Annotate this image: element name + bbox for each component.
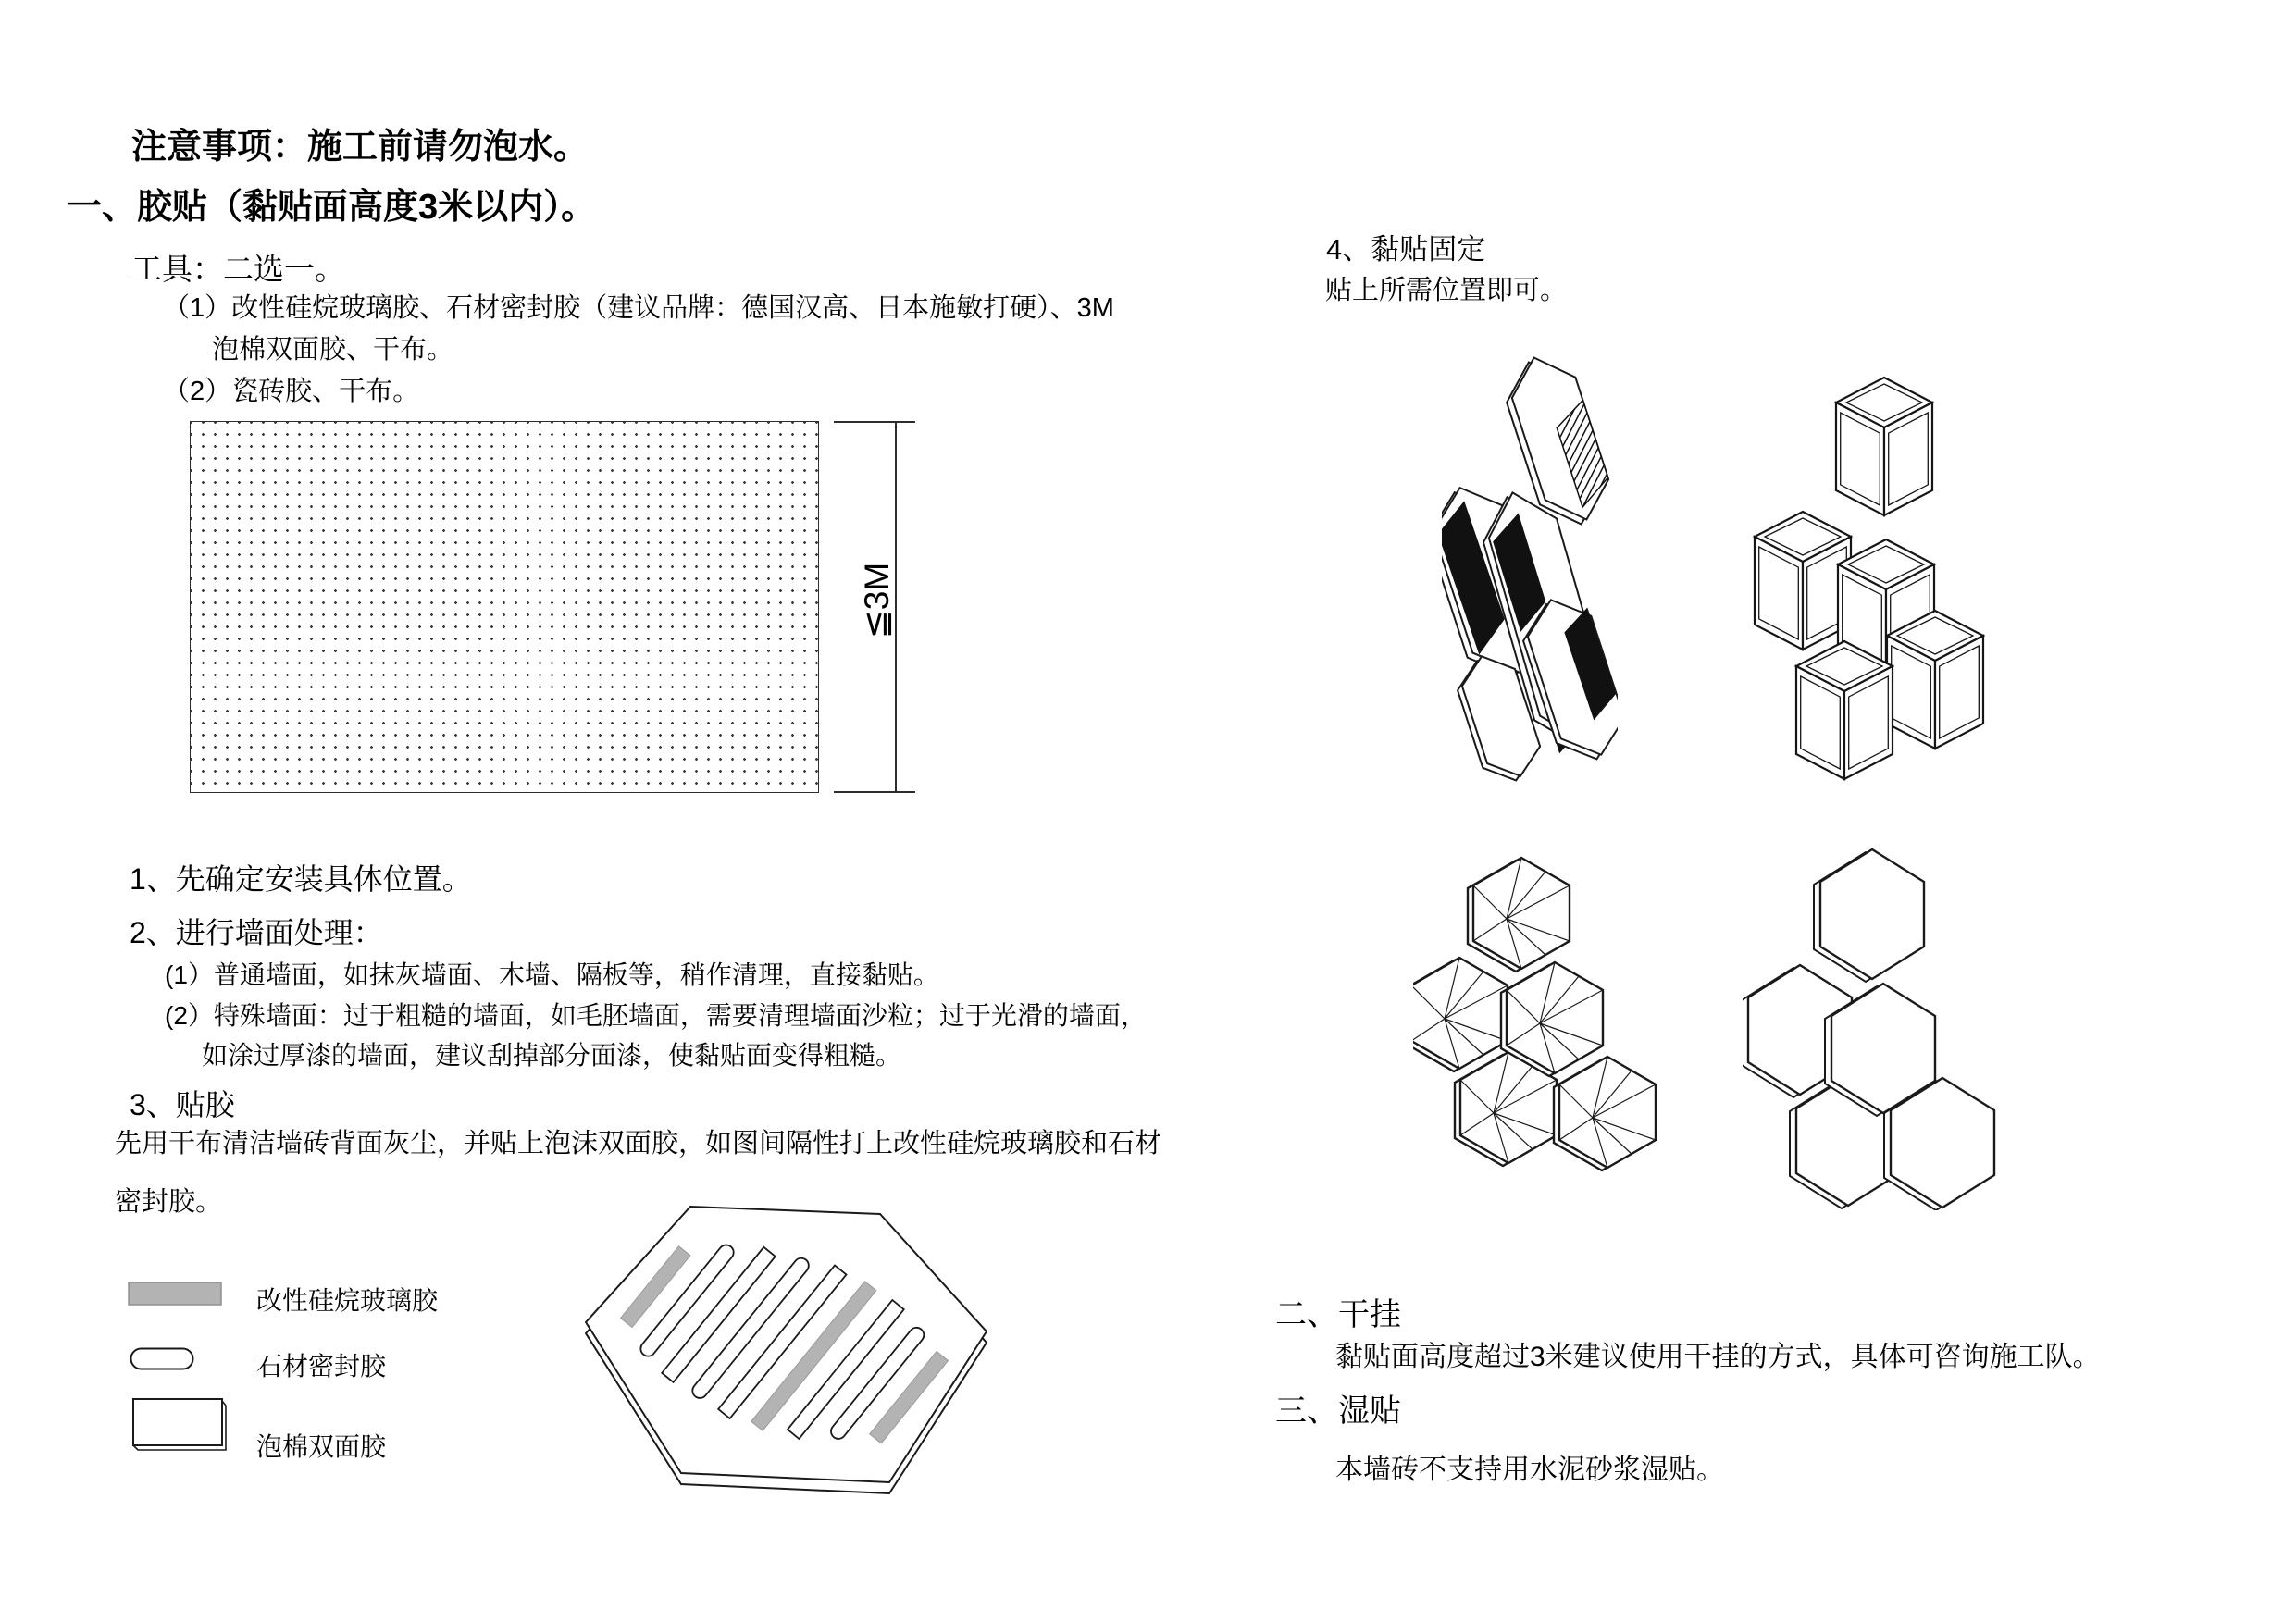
step2-item2-line2: 如涂过厚漆的墙面，建议刮掉部分面漆，使黏贴面变得粗糙。 — [202, 1041, 902, 1070]
legend-rect-label: 泡棉双面胶 — [256, 1432, 387, 1461]
dimension-tick-bottom — [834, 791, 915, 793]
tool-option1-line1: （1）改性硅烷玻璃胶、石材密封胶（建议品牌：德国汉高、日本施敏打硬）、3M — [163, 293, 1114, 323]
section-dry-hang-title: 二、干挂 — [1275, 1297, 1401, 1332]
tiles-perspective-illustration — [1442, 353, 1618, 784]
section-dry-hang-body: 黏贴面高度超过3米建议使用干挂的方式，具体可咨询施工队。 — [1335, 1342, 2101, 1372]
section-wet-paste-title: 三、湿贴 — [1275, 1393, 1401, 1429]
wire-cube — [1887, 611, 1983, 749]
legend-gray-bar-label: 改性硅烷玻璃胶 — [256, 1286, 439, 1315]
wall-area-diagram — [190, 421, 819, 793]
step1-text: 1、先确定安装具体位置。 — [130, 862, 472, 896]
faceted-hexagon — [1468, 858, 1570, 972]
legend-pill-label: 石材密封胶 — [256, 1352, 387, 1381]
glue-pattern-hexagon-illustration — [581, 1195, 995, 1505]
section-wet-paste-body: 本墙砖不支持用水泥砂浆湿贴。 — [1335, 1455, 1724, 1485]
wire-cube — [1755, 512, 1851, 650]
step2-item2-line1: (2）特殊墙面：过于粗糙的墙面，如毛胚墙面，需要清理墙面沙粒；过于光滑的墙面， — [165, 1001, 1147, 1030]
faceted-hexagon — [1554, 1057, 1656, 1170]
notice-text: 注意事项：施工前请勿泡水。 — [131, 128, 590, 167]
step4-body: 贴上所需位置即可。 — [1325, 276, 1568, 305]
step4-text: 4、黏贴固定 — [1326, 233, 1486, 266]
legend-pill-symbol — [130, 1347, 194, 1371]
tool-option2: （2）瓷砖胶、干布。 — [163, 377, 420, 406]
legend-gray-bar-symbol — [128, 1282, 222, 1306]
dimension-label: ≦3M — [858, 562, 896, 639]
section-glue-title: 一、胶贴（黏贴面高度3米以内）。 — [67, 188, 597, 227]
dimension-tick-top — [834, 421, 915, 423]
tool-option1-line2: 泡棉双面胶、干布。 — [212, 335, 454, 365]
legend-rect-symbol — [130, 1397, 231, 1455]
faceted-hexagon — [1413, 958, 1508, 1071]
plain-hexagon — [1814, 849, 1924, 982]
step2-item1: (1）普通墙面，如抹灰墙面、木墙、隔板等，稍作清理，直接黏贴。 — [165, 960, 939, 989]
plain-hexagons-illustration — [1743, 840, 1997, 1210]
step3-text: 3、贴胶 — [130, 1088, 235, 1121]
wire-cube — [1836, 378, 1932, 515]
faceted-hexagons-illustration — [1413, 856, 1668, 1189]
step3-body-line2: 密封胶。 — [115, 1187, 223, 1217]
step2-text: 2、进行墙面处理： — [130, 916, 383, 949]
tools-label: 工具：二选一。 — [131, 252, 345, 286]
wire-cube — [1796, 641, 1893, 779]
cube-frames-illustration — [1745, 368, 1991, 785]
step3-body-line1: 先用干布清洁墙砖背面灰尘，并贴上泡沫双面胶，如图间隔性打上改性硅烷玻璃胶和石材 — [115, 1129, 1162, 1158]
